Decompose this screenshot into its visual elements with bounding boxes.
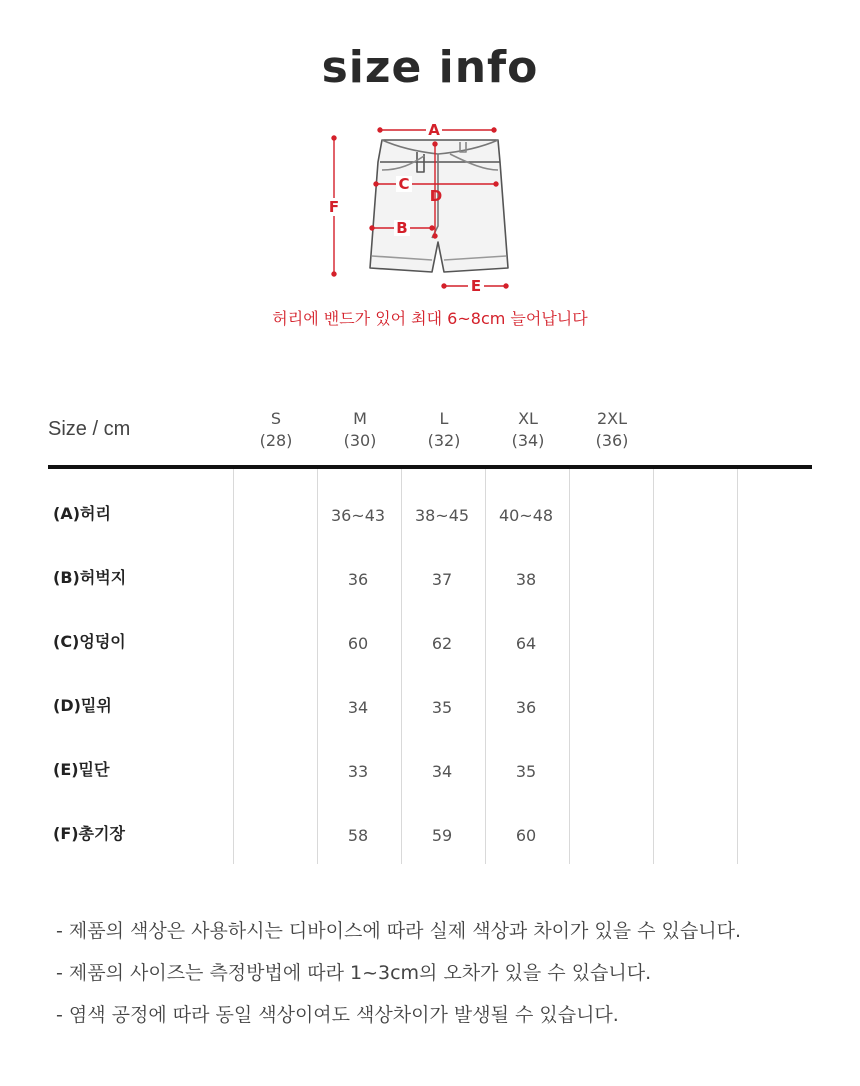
table-header-rule [48,465,812,469]
table-cell: 34 [347,698,369,717]
table-cell: 36 [515,698,537,717]
shorts-illustration [370,140,508,272]
table-cell: 59 [431,826,453,845]
table-cell: 64 [515,634,537,653]
row-label: (B)허벅지 [53,568,127,587]
disclaimer-size: - 제품의 사이즈는 측정방법에 따라 1~3cm의 오차가 있을 수 있습니다. [56,962,652,984]
shorts-diagram [320,118,520,298]
table-cell: 58 [347,826,369,845]
col-head-xl [486,408,570,452]
col-num: (28) [259,431,293,450]
column-divider [737,469,738,864]
col-head-s [234,408,318,452]
col-num: (32) [427,431,461,450]
table-cell: 35 [431,698,453,717]
column-divider [401,469,402,864]
label-a: A [428,121,440,139]
table-cell: 38~45 [414,506,470,525]
col-num: (36) [595,431,629,450]
col-head-m [318,408,402,452]
column-divider [233,469,234,864]
table-cell: 34 [431,762,453,781]
table-cell: 62 [431,634,453,653]
column-divider [653,469,654,864]
col-size: 2XL [596,409,628,428]
row-label: (A)허리 [53,504,111,523]
col-size: S [270,409,282,428]
row-label: (C)엉덩이 [53,632,126,651]
page-title: size info [321,42,539,93]
row-label: (D)밑위 [53,696,112,715]
table-cell: 36~43 [330,506,386,525]
label-f: F [328,198,340,216]
disclaimer-dye: - 염색 공정에 따라 동일 색상이여도 색상차이가 발생될 수 있습니다. [56,1004,619,1026]
column-divider [569,469,570,864]
label-b: B [396,219,408,237]
col-size: L [439,409,449,428]
row-label: (F)총기장 [53,824,125,843]
table-cell: 33 [347,762,369,781]
col-num: (30) [343,431,377,450]
column-divider [317,469,318,864]
label-e: E [470,277,482,295]
col-head-l [402,408,486,452]
waist-band-note: 허리에 밴드가 있어 최대 6~8cm 늘어납니다 [272,309,588,328]
col-size: XL [518,409,538,428]
col-size: M [353,409,367,428]
label-c: C [398,175,410,193]
table-cell: 60 [515,826,537,845]
table-header-label: Size / cm [48,418,131,440]
table-cell: 40~48 [498,506,554,525]
col-head-2xl [570,408,654,452]
column-divider [485,469,486,864]
table-cell: 60 [347,634,369,653]
table-cell: 35 [515,762,537,781]
table-cell: 36 [347,570,369,589]
col-num: (34) [511,431,545,450]
table-cell: 37 [431,570,453,589]
row-label: (E)밑단 [53,760,110,779]
label-d: D [429,187,443,205]
disclaimer-color: - 제품의 색상은 사용하시는 디바이스에 따라 실제 색상과 차이가 있을 수 있습니다. [56,920,742,942]
table-cell: 38 [515,570,537,589]
